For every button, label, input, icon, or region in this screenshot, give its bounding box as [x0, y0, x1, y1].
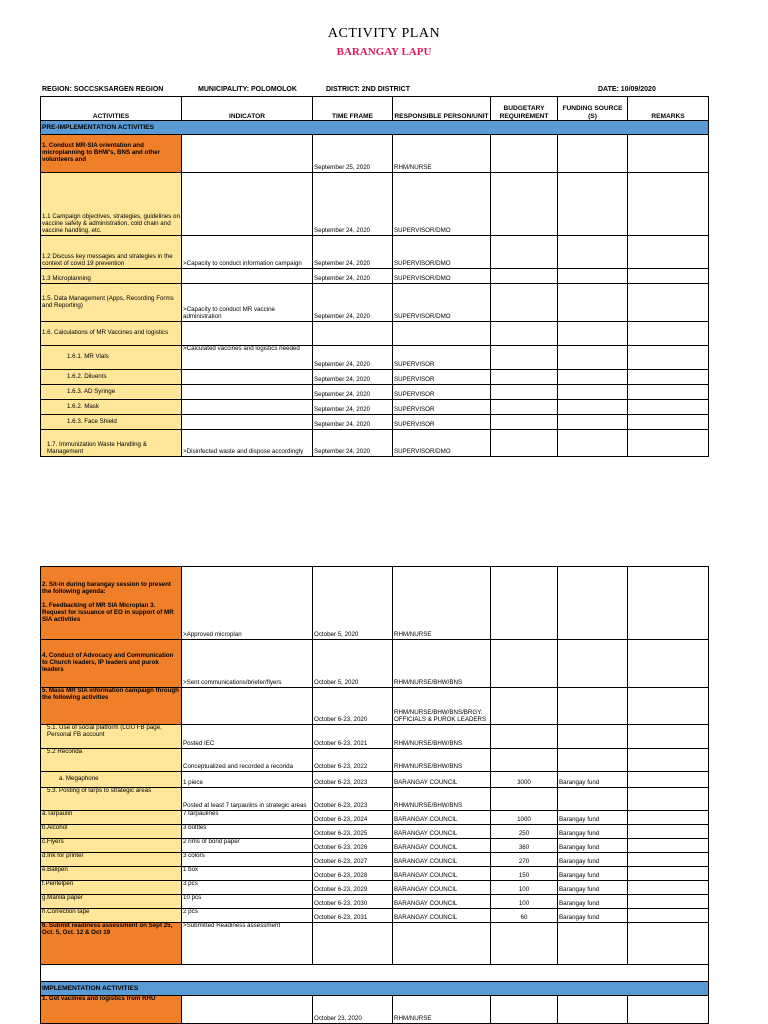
budget-cell: [491, 788, 558, 811]
funding-cell: [558, 725, 628, 749]
indicator-cell: >Capacity to conduct MR vaccine administration: [182, 284, 313, 322]
table-row: [41, 236, 709, 269]
table-row: [41, 867, 709, 881]
section-band-impl: [41, 982, 709, 996]
activity-cell: a.Tarpaulin: [41, 811, 182, 825]
time-cell: October 6-23, 2031: [313, 909, 393, 923]
funding-cell: [558, 236, 628, 269]
table-row: [41, 895, 709, 909]
activity-cell: 1.1 Campaign objectives, strategies, guidelines on vaccine safety & administration, cold chain and vaccine handling, etc.: [41, 173, 182, 236]
responsible-cell: SUPERVISOR/DMO: [393, 236, 491, 269]
table-row: [41, 430, 709, 457]
time-cell: September 24, 2020: [313, 269, 393, 284]
funding-cell: [558, 322, 628, 346]
section-title: PRE-IMPLEMENTATION ACTIVITIES: [41, 121, 709, 135]
indicator-cell: 7 tarpaulines: [182, 811, 313, 825]
indicator-cell: >Calculated vaccines and logistics needed: [182, 346, 313, 370]
section-band-pre: [41, 121, 709, 135]
time-cell: October 6-23, 2029: [313, 881, 393, 895]
funding-cell: Barangay fund: [558, 881, 628, 895]
activity-cell: c.Flyers: [41, 839, 182, 853]
activity-cell: 1. Get vaciines and logistics from RHU: [41, 996, 182, 1024]
table-row: [41, 415, 709, 430]
remarks-cell: [628, 853, 709, 867]
remarks-cell: [628, 881, 709, 895]
table-row: [41, 881, 709, 895]
budget-cell: [491, 996, 558, 1024]
funding-cell: [558, 284, 628, 322]
table-row: [41, 385, 709, 400]
budget-cell: [491, 430, 558, 457]
table-row: [41, 284, 709, 322]
remarks-cell: [628, 688, 709, 725]
activity-cell: 1.6.3. Face Shield: [41, 415, 182, 430]
activity-cell: 6. Submit readiness assessment on Sept 25, Oct. 5, Oct. 12 & Oct 19: [41, 923, 182, 965]
funding-cell: [558, 135, 628, 173]
budget-cell: [491, 567, 558, 640]
remarks-cell: [628, 346, 709, 370]
header-time-frame: TIME FRAME: [313, 97, 393, 121]
indicator-cell: Posted IEC: [182, 725, 313, 749]
budget-cell: [491, 688, 558, 725]
funding-cell: [558, 749, 628, 772]
time-cell: October 6-23, 2026: [313, 839, 393, 853]
indicator-cell: [182, 269, 313, 284]
budget-cell: 100: [491, 881, 558, 895]
time-cell: October 6-23, 2028: [313, 867, 393, 881]
table-row: [41, 788, 709, 811]
funding-cell: [558, 269, 628, 284]
activity-cell: e.Ballpen: [41, 867, 182, 881]
budget-cell: [491, 346, 558, 370]
time-cell: September 24, 2020: [313, 430, 393, 457]
remarks-cell: [628, 400, 709, 415]
responsible-cell: SUPERVISOR: [393, 400, 491, 415]
budget-cell: 250: [491, 825, 558, 839]
region-label: REGION: SOCCSKSARGEN REGION: [42, 86, 164, 93]
remarks-cell: [628, 173, 709, 236]
time-cell: September 24, 2020: [313, 415, 393, 430]
activity-cell: 1.6.2. Diluents: [41, 370, 182, 385]
table-row: [41, 749, 709, 772]
document-title: ACTIVITY PLAN: [327, 26, 441, 41]
budget-cell: [491, 923, 558, 965]
responsible-cell: SUPERVISOR/DMO: [393, 269, 491, 284]
time-cell: September 24, 2020: [313, 236, 393, 269]
table-row: [41, 839, 709, 853]
activity-cell: a. Megaphone: [41, 772, 182, 788]
remarks-cell: [628, 749, 709, 772]
indicator-cell: >Approved microplan: [182, 567, 313, 640]
remarks-cell: [628, 415, 709, 430]
responsible-cell: RHM/NURSE/BHW/BNS: [393, 725, 491, 749]
funding-cell: Barangay fund: [558, 772, 628, 788]
time-cell: October 6-23, 2025: [313, 825, 393, 839]
activity-cell: 1. Conduct MR-SIA orientation and microplanning to BHW's, BNS and other volunteers and: [41, 135, 182, 173]
header-funding: FUNDING SOURCE (S): [558, 97, 628, 121]
time-cell: September 24, 2020: [313, 284, 393, 322]
activity-cell: 5. Mass MR SIA information campaign through the following activities: [41, 688, 182, 725]
remarks-cell: [628, 640, 709, 688]
responsible-cell: BARANGAY COUNCIL: [393, 867, 491, 881]
responsible-cell: [393, 322, 491, 346]
budget-cell: [491, 385, 558, 400]
budget-cell: 60: [491, 909, 558, 923]
activity-cell: 1.6.3. AD Syringe: [41, 385, 182, 400]
activity-cell: 5.2 Recorida: [41, 749, 182, 772]
header-budget: BUDGETARY REQUIREMENT: [491, 97, 558, 121]
budget-cell: [491, 400, 558, 415]
time-cell: October 6-23, 2021: [313, 725, 393, 749]
remarks-cell: [628, 788, 709, 811]
responsible-cell: RHM/NURSE/BHW/BNS/BRGY. OFFICIALS & PUROK LEADERS: [393, 688, 491, 725]
activity-cell: 1.6. Calculations of MR Vaccines and logistics: [41, 322, 182, 346]
remarks-cell: [628, 236, 709, 269]
funding-cell: Barangay fund: [558, 909, 628, 923]
budget-cell: 360: [491, 839, 558, 853]
funding-cell: [558, 430, 628, 457]
indicator-cell: >Submitted Readiness assessment: [182, 923, 313, 965]
responsible-cell: SUPERVISOR: [393, 346, 491, 370]
responsible-cell: SUPERVISOR: [393, 385, 491, 400]
responsible-cell: SUPERVISOR: [393, 415, 491, 430]
municipality-label: MUNICIPALITY: POLOMOLOK: [198, 86, 297, 93]
time-cell: October 6-23, 2027: [313, 853, 393, 867]
indicator-cell: Posted at least 7 tarpaulins in strategic areas: [182, 788, 313, 811]
table-row: [41, 825, 709, 839]
indicator-cell: 3 pcs: [182, 881, 313, 895]
remarks-cell: [628, 322, 709, 346]
indicator-cell: [182, 135, 313, 173]
budget-cell: [491, 370, 558, 385]
table-row: [41, 173, 709, 236]
indicator-cell: 1 piece: [182, 772, 313, 788]
indicator-cell: [182, 400, 313, 415]
activity-cell: 1.6.2. Mask: [41, 400, 182, 415]
funding-cell: [558, 400, 628, 415]
responsible-cell: RHM/NURSE/BHW/BNS: [393, 749, 491, 772]
indicator-cell: >Capacity to conduct information campaign: [182, 236, 313, 269]
activity-cell: 5.1. Use of social platform (LGU FB page, Personal FB account: [41, 725, 182, 749]
activity-cell: b.Alcohol: [41, 825, 182, 839]
budget-cell: [491, 236, 558, 269]
table-row: [41, 269, 709, 284]
responsible-cell: [393, 923, 491, 965]
funding-cell: Barangay fund: [558, 839, 628, 853]
activity-cell: 1.3 Microplanning: [41, 269, 182, 284]
budget-cell: [491, 284, 558, 322]
budget-cell: [491, 269, 558, 284]
responsible-cell: RHM/NURSE: [393, 135, 491, 173]
activity-cell: d.Ink for printer: [41, 853, 182, 867]
funding-cell: Barangay fund: [558, 811, 628, 825]
activity-table-campaign: [40, 566, 709, 1024]
time-cell: October 6-23, 2024: [313, 811, 393, 825]
budget-cell: 3000: [491, 772, 558, 788]
table-row: [41, 725, 709, 749]
responsible-cell: BARANGAY COUNCIL: [393, 895, 491, 909]
table-row: [41, 853, 709, 867]
indicator-cell: >Sent communications/briefer/flyers: [182, 640, 313, 688]
indicator-cell: 10 pcs: [182, 895, 313, 909]
header-remarks: REMARKS: [628, 97, 709, 121]
activity-cell: 1.7. Immunization Waste Handling & Management: [41, 430, 182, 457]
table-row: [41, 370, 709, 385]
funding-cell: [558, 688, 628, 725]
remarks-cell: [628, 895, 709, 909]
activity-cell: g.Manila paper: [41, 895, 182, 909]
remarks-cell: [628, 567, 709, 640]
responsible-cell: RHM/NURSE/BHW/BNS: [393, 788, 491, 811]
table-row: [41, 923, 709, 965]
funding-cell: [558, 415, 628, 430]
table-row: [41, 346, 709, 370]
funding-cell: Barangay fund: [558, 867, 628, 881]
budget-cell: [491, 415, 558, 430]
header-responsible: RESPONSIBLE PERSON/UNIT: [393, 97, 491, 121]
time-cell: September 24, 2020: [313, 346, 393, 370]
time-cell: September 25, 2020: [313, 135, 393, 173]
funding-cell: [558, 370, 628, 385]
indicator-cell: [182, 322, 313, 346]
activity-cell: 2. Sit-in during barangay session to present the following agenda: 1. Feedbacking of MR SIA Microplan 3. Request for issuance of EO in support of MR SIA activities: [41, 567, 182, 640]
budget-cell: [491, 173, 558, 236]
indicator-cell: 2 rims of bond paper: [182, 839, 313, 853]
remarks-cell: [628, 923, 709, 965]
activity-cell: h.Correction tape: [41, 909, 182, 923]
time-cell: October 6-23, 2030: [313, 895, 393, 909]
activity-cell: f.Pentelpen: [41, 881, 182, 895]
indicator-cell: [182, 996, 313, 1024]
time-cell: October 23, 2020: [313, 996, 393, 1024]
funding-cell: Barangay fund: [558, 853, 628, 867]
remarks-cell: [628, 284, 709, 322]
activity-cell: 1.6.1. MR Vials: [41, 346, 182, 370]
remarks-cell: [628, 996, 709, 1024]
budget-cell: 100: [491, 895, 558, 909]
responsible-cell: SUPERVISOR/DMO: [393, 284, 491, 322]
funding-cell: [558, 923, 628, 965]
budget-cell: [491, 322, 558, 346]
time-cell: September 24, 2020: [313, 385, 393, 400]
remarks-cell: [628, 385, 709, 400]
indicator-cell: [182, 173, 313, 236]
indicator-cell: 3 bottles: [182, 825, 313, 839]
responsible-cell: BARANGAY COUNCIL: [393, 909, 491, 923]
funding-cell: [558, 385, 628, 400]
responsible-cell: BARANGAY COUNCIL: [393, 772, 491, 788]
remarks-cell: [628, 839, 709, 853]
table-row: [41, 640, 709, 688]
indicator-cell: [182, 688, 313, 725]
time-cell: October 5, 2020: [313, 567, 393, 640]
table-row: [41, 688, 709, 725]
table-row: [41, 772, 709, 788]
indicator-cell: [182, 370, 313, 385]
responsible-cell: BARANGAY COUNCIL: [393, 825, 491, 839]
budget-cell: [491, 749, 558, 772]
time-cell: September 24, 2020: [313, 400, 393, 415]
time-cell: September 24, 2020: [313, 370, 393, 385]
funding-cell: [558, 346, 628, 370]
time-cell: October 6-23, 2023: [313, 788, 393, 811]
time-cell: October 5, 2020: [313, 640, 393, 688]
responsible-cell: RHM/NURSE: [393, 996, 491, 1024]
budget-cell: 1000: [491, 811, 558, 825]
indicator-cell: 1 box: [182, 867, 313, 881]
time-cell: September 24, 2020: [313, 173, 393, 236]
remarks-cell: [628, 430, 709, 457]
budget-cell: [491, 640, 558, 688]
responsible-cell: SUPERVISOR/DMO: [393, 173, 491, 236]
indicator-cell: >Disinfected waste and dispose accordingly: [182, 430, 313, 457]
district-label: DISTRICT: 2ND DISTRICT: [326, 86, 410, 93]
indicator-cell: [182, 415, 313, 430]
responsible-cell: BARANGAY COUNCIL: [393, 881, 491, 895]
remarks-cell: [628, 370, 709, 385]
time-cell: October 6-23, 2023: [313, 772, 393, 788]
table-row: [41, 811, 709, 825]
document-subtitle: BARANGAY LAPU: [336, 46, 432, 58]
responsible-cell: BARANGAY COUNCIL: [393, 853, 491, 867]
activity-cell: 1.5. Data Management (Apps, Recording Forms and Reporting): [41, 284, 182, 322]
funding-cell: Barangay fund: [558, 895, 628, 909]
spacer-row: [41, 965, 709, 982]
responsible-cell: SUPERVISOR/DMO: [393, 430, 491, 457]
time-cell: [313, 322, 393, 346]
responsible-cell: RHM/NURSE: [393, 567, 491, 640]
indicator-cell: Conceptualized and recorded a recorida: [182, 749, 313, 772]
activity-cell: 4. Conduct of Advocacy and Communication to Church leaders, IP leaders and purok leaders: [41, 640, 182, 688]
budget-cell: 150: [491, 867, 558, 881]
activity-table-pre: [40, 96, 709, 457]
responsible-cell: SUPERVISOR: [393, 370, 491, 385]
table-row: [41, 135, 709, 173]
table-row: [41, 567, 709, 640]
table-row: [41, 322, 709, 346]
date-label: DATE: 10/09/2020: [598, 86, 656, 93]
table-row: [41, 909, 709, 923]
remarks-cell: [628, 867, 709, 881]
header-indicator: INDICATOR: [182, 97, 313, 121]
activity-cell: 5.3. Posting of tarps to strategic areas: [41, 788, 182, 811]
table-row: [41, 400, 709, 415]
time-cell: October 6-23, 2020: [313, 688, 393, 725]
responsible-cell: RHM/NURSE/BHW/BNS: [393, 640, 491, 688]
time-cell: [313, 923, 393, 965]
remarks-cell: [628, 909, 709, 923]
responsible-cell: BARANGAY COUNCIL: [393, 811, 491, 825]
section-title: IMPLEMENTATION ACTIVITIES: [41, 982, 709, 996]
remarks-cell: [628, 725, 709, 749]
indicator-cell: [182, 385, 313, 400]
table-header-row: [41, 97, 709, 121]
budget-cell: [491, 725, 558, 749]
remarks-cell: [628, 825, 709, 839]
time-cell: October 6-23, 2022: [313, 749, 393, 772]
funding-cell: [558, 640, 628, 688]
indicator-cell: 2 pcs: [182, 909, 313, 923]
funding-cell: [558, 788, 628, 811]
funding-cell: Barangay fund: [558, 825, 628, 839]
indicator-cell: 3 colors: [182, 853, 313, 867]
remarks-cell: [628, 811, 709, 825]
budget-cell: [491, 135, 558, 173]
spacer-cell: [41, 965, 709, 982]
budget-cell: 270: [491, 853, 558, 867]
funding-cell: [558, 567, 628, 640]
remarks-cell: [628, 269, 709, 284]
table-row: [41, 996, 709, 1024]
responsible-cell: BARANGAY COUNCIL: [393, 839, 491, 853]
remarks-cell: [628, 135, 709, 173]
activity-cell: 1.2 Discuss key messages and strategies in the context of covid 19 prevention: [41, 236, 182, 269]
funding-cell: [558, 173, 628, 236]
funding-cell: [558, 996, 628, 1024]
header-activities: ACTIVITIES: [41, 97, 182, 121]
remarks-cell: [628, 772, 709, 788]
